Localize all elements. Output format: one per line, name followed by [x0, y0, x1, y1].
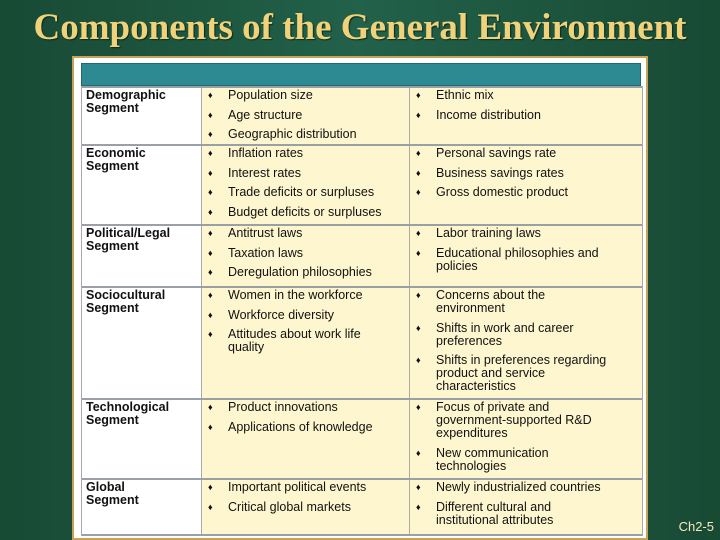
table-body [81, 86, 643, 536]
diamond-bullet-icon: ♦ [208, 290, 213, 300]
list-item [202, 289, 409, 302]
list-item [410, 227, 642, 240]
list-item [202, 266, 409, 279]
list-item-text: Women in the workforce [228, 288, 363, 302]
diamond-bullet-icon: ♦ [208, 148, 213, 158]
diamond-bullet-icon: ♦ [416, 482, 421, 492]
list-item-text: Attitudes about work life quality [228, 327, 361, 354]
list-item [410, 354, 642, 393]
diamond-bullet-icon: ♦ [416, 322, 421, 333]
list-item-text: Ethnic mix [436, 88, 494, 102]
list-item [202, 147, 409, 160]
diamond-bullet-icon: ♦ [416, 90, 421, 100]
list-item [410, 186, 642, 199]
list-item [410, 481, 642, 494]
list-item [202, 128, 409, 141]
diamond-bullet-icon: ♦ [416, 290, 421, 300]
list-item [410, 501, 642, 527]
list-item-text: Shifts in work and career preferences [436, 320, 574, 348]
diamond-bullet-icon: ♦ [208, 247, 213, 258]
diamond-bullet-icon: ♦ [416, 501, 421, 512]
list-item-text: Critical global markets [228, 499, 351, 514]
list-item-text: Age structure [228, 107, 303, 122]
list-item [202, 206, 409, 219]
list-item-text: Interest rates [228, 165, 301, 180]
list-item [410, 109, 642, 122]
diamond-bullet-icon: ♦ [208, 187, 213, 197]
list-item-text: Different cultural and institutional attributes [436, 499, 554, 527]
list-item-text: Personal savings rate [436, 146, 557, 160]
environment-table [72, 56, 648, 540]
diamond-bullet-icon: ♦ [416, 447, 421, 458]
list-item [410, 447, 642, 473]
list-item-text: Income distribution [436, 107, 541, 122]
list-item [202, 109, 409, 122]
list-item [410, 167, 642, 180]
list-item-text: Important political events [228, 480, 367, 494]
diamond-bullet-icon: ♦ [208, 329, 213, 339]
list-item-text: Product innovations [228, 400, 338, 414]
list-item-text: Educational philosophies and policies [436, 245, 599, 273]
diamond-bullet-icon: ♦ [208, 482, 213, 492]
list-item-text: Trade deficits or surpluses [228, 185, 375, 199]
diamond-bullet-icon: ♦ [208, 501, 213, 512]
list-item [410, 322, 642, 348]
table-row [82, 226, 642, 288]
list-item [202, 227, 409, 240]
segment-name: Technological Segment [82, 400, 202, 478]
diamond-bullet-icon: ♦ [208, 228, 213, 238]
list-item [202, 309, 409, 322]
factor-column-1 [202, 226, 410, 286]
list-item-text: Antitrust laws [228, 226, 303, 240]
list-item [410, 147, 642, 160]
list-item-text: Concerns about the environment [436, 288, 546, 315]
diamond-bullet-icon: ♦ [208, 402, 213, 412]
list-item [410, 289, 642, 315]
table-header-bar [81, 63, 641, 86]
diamond-bullet-icon: ♦ [416, 109, 421, 120]
factor-column-1 [202, 146, 410, 224]
list-item-text: Geographic distribution [228, 127, 357, 141]
factor-column-1 [202, 88, 410, 144]
table-row [82, 86, 642, 146]
diamond-bullet-icon: ♦ [208, 267, 213, 277]
list-item-text: New communication technologies [436, 445, 549, 473]
table-row [82, 480, 642, 536]
segment-name: Demographic Segment [82, 88, 202, 144]
list-item-text: Inflation rates [228, 146, 304, 160]
slide-number: Ch2-5 [678, 519, 714, 534]
factor-column-2 [410, 480, 642, 534]
list-item-text: Budget deficits or surpluses [228, 204, 382, 219]
list-item-text: Applications of knowledge [228, 419, 373, 434]
segment-name: Political/Legal Segment [82, 226, 202, 286]
table-row [82, 400, 642, 480]
diamond-bullet-icon: ♦ [208, 90, 213, 100]
list-item-text: Newly industrialized countries [436, 480, 601, 494]
diamond-bullet-icon: ♦ [416, 148, 421, 158]
table-row [82, 146, 642, 226]
list-item-text: Taxation laws [228, 245, 304, 260]
factor-column-2 [410, 88, 642, 144]
list-item-text: Deregulation philosophies [228, 265, 372, 279]
segment-name: Economic Segment [82, 146, 202, 224]
factor-column-1 [202, 288, 410, 398]
factor-column-2 [410, 146, 642, 224]
diamond-bullet-icon: ♦ [416, 402, 421, 412]
list-item-text: Labor training laws [436, 226, 541, 240]
diamond-bullet-icon: ♦ [416, 167, 421, 178]
diamond-bullet-icon: ♦ [208, 206, 213, 217]
list-item [410, 247, 642, 273]
list-item [202, 186, 409, 199]
list-item [202, 167, 409, 180]
segment-name: Global Segment [82, 480, 202, 534]
list-item [410, 401, 642, 440]
diamond-bullet-icon: ♦ [416, 187, 421, 197]
diamond-bullet-icon: ♦ [208, 129, 213, 139]
slide-title: Components of the General Environment [33, 7, 687, 48]
list-item-text: Gross domestic product [436, 185, 568, 199]
diamond-bullet-icon: ♦ [208, 167, 213, 178]
list-item [202, 328, 409, 354]
factor-column-2 [410, 226, 642, 286]
list-item-text: Shifts in preferences regarding product and service characteristics [436, 353, 607, 393]
diamond-bullet-icon: ♦ [208, 109, 213, 120]
diamond-bullet-icon: ♦ [416, 247, 421, 258]
segment-name: Sociocultural Segment [82, 288, 202, 398]
factor-column-2 [410, 288, 642, 398]
list-item [410, 89, 642, 102]
factor-column-1 [202, 400, 410, 478]
list-item-text: Population size [228, 88, 313, 102]
factor-column-1 [202, 480, 410, 534]
list-item [202, 401, 409, 414]
factor-column-2 [410, 400, 642, 478]
list-item [202, 89, 409, 102]
table-row [82, 288, 642, 400]
list-item [202, 481, 409, 494]
list-item-text: Workforce diversity [228, 307, 335, 322]
diamond-bullet-icon: ♦ [416, 228, 421, 238]
list-item-text: Focus of private and government-supported R&D expenditures [436, 400, 592, 440]
list-item [202, 421, 409, 434]
diamond-bullet-icon: ♦ [208, 421, 213, 432]
diamond-bullet-icon: ♦ [416, 355, 421, 365]
list-item [202, 501, 409, 514]
list-item [202, 247, 409, 260]
diamond-bullet-icon: ♦ [208, 309, 213, 320]
list-item-text: Business savings rates [436, 165, 564, 180]
